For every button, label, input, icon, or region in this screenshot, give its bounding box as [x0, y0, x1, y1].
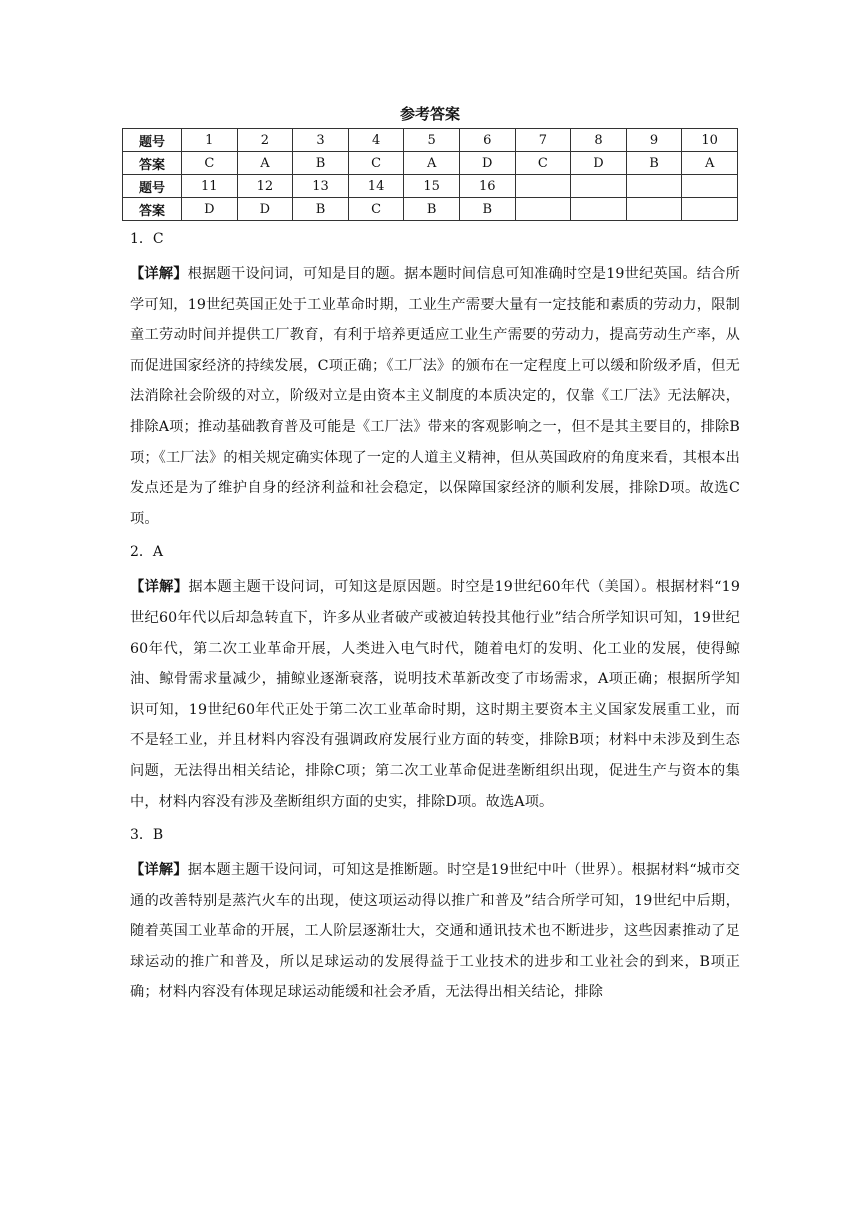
table-cell: 3 [293, 129, 349, 152]
question-explanation [130, 572, 740, 817]
answer-table [122, 128, 738, 221]
question-number: 2．A [130, 544, 164, 561]
detail-tag: 【详解】 [130, 862, 188, 879]
row-label: 答案 [123, 198, 182, 221]
table-cell: D [571, 152, 627, 175]
table-cell: D [459, 152, 515, 175]
table-cell: 6 [459, 129, 515, 152]
table-cell: D [182, 198, 238, 221]
table-row [123, 198, 738, 221]
table-cell: A [682, 152, 738, 175]
table-cell: 15 [404, 175, 460, 198]
table-cell [571, 198, 627, 221]
table-cell [515, 198, 571, 221]
table-cell: 9 [626, 129, 682, 152]
explanation-text: 根据题干设问词，可知是目的题。据本题时间信息可知准确时空是19世纪英国。结合所学可知，19世纪英国正处于工业革命时期，工业生产需要大量有一定技能和素质的劳动力，限制童工劳动时间并提供工厂教育，有利于培养更适应工业生产需要的劳动力，提高劳动生产率，从而促进国家经济的持续发展，C项正确；《工厂法》的颁布在一定程度上可以缓和阶级矛盾，但无法消除社会阶级的对立，阶级对立是由资本主义制度的本质决定的，仅靠《工厂法》无法解决，排除A项；推动基础教育普及可能是《工厂法》带来的客观影响之一，但不是其主要目的，排除B项；《工厂法》的相关规定确实体现了一定的人道主义精神，但从英国政府的角度来看，其根本出发点还是为了维护自身的经济利益和社会稳定，以保障国家经济的顺利发展，排除D项。故选C项。 [130, 266, 741, 527]
table-cell: B [293, 198, 349, 221]
table-cell: 5 [404, 129, 460, 152]
table-cell: 14 [348, 175, 404, 198]
table-cell [682, 198, 738, 221]
table-cell: 8 [571, 129, 627, 152]
table-cell: A [404, 152, 460, 175]
table-cell [682, 175, 738, 198]
table-cell: 2 [237, 129, 293, 152]
table-cell: A [237, 152, 293, 175]
table-cell: B [626, 152, 682, 175]
table-cell: B [293, 152, 349, 175]
table-cell [626, 175, 682, 198]
table-cell: 1 [182, 129, 238, 152]
question-number: 1．C [130, 231, 164, 247]
table-cell: 13 [293, 175, 349, 198]
table-cell [626, 198, 682, 221]
explanation-text: 据本题主题干设问词，可知这是原因题。时空是19世纪60年代（美国）。根据材料“19世纪60年代以后却急转直下，许多从业者破产或被迫转投其他行业”结合所学知识可知，19世纪60年代，第二次工业革命开展，人类进入电气时代，随着电灯的发明、化工业的发展，使得鲸油、鲸骨需求量减少，捕鲸业逐渐衰落，说明技术革新改变了市场需求，A项正确；根据所学知识可知，19世纪60年代正处于第二次工业革命时期，这时期主要资本主义国家发展重工业，而不是轻工业，并且材料内容没有强调政府发展行业方面的转变，排除B项；材料中未涉及到生态问题，无法得出相关结论，排除C项；第二次工业革命促进垄断组织出现，促进生产与资本的集中，材料内容没有涉及垄断组织方面的史实，排除D项。故选A项。 [130, 579, 741, 810]
table-cell: C [348, 152, 404, 175]
table-row [123, 175, 738, 198]
table-cell: 10 [682, 129, 738, 152]
question-explanation [130, 855, 740, 1008]
table-cell: C [515, 152, 571, 175]
row-label: 题号 [123, 175, 182, 198]
answer-explanations [130, 229, 740, 1016]
table-row [123, 129, 738, 152]
table-cell: C [348, 198, 404, 221]
table-cell: 7 [515, 129, 571, 152]
table-cell [515, 175, 571, 198]
table-cell: 11 [182, 175, 238, 198]
table-row [123, 152, 738, 175]
question-number: 3．B [130, 827, 164, 844]
table-cell: C [182, 152, 238, 175]
table-cell: B [459, 198, 515, 221]
table-cell: 16 [459, 175, 515, 198]
detail-tag: 【详解】 [130, 266, 188, 282]
table-cell: D [237, 198, 293, 221]
table-cell [571, 175, 627, 198]
row-label: 答案 [123, 152, 182, 175]
detail-tag: 【详解】 [130, 579, 189, 596]
table-cell: 12 [237, 175, 293, 198]
table-cell: B [404, 198, 460, 221]
explanation-text: 据本题主题干设问词，可知这是推断题。时空是19世纪中叶（世界）。根据材料“城市交通的改善特别是蒸汽火车的出现，使这项运动得以推广和普及”结合所学可知，19世纪中后期，随着英国工业革命的开展，工人阶层逐渐壮大，交通和通讯技术也不断进步，这些因素推动了足球运动的推广和普及，所以足球运动的发展得益于工业技术的进步和工业社会的到来，B项正确；材料内容没有体现足球运动能缓和社会矛盾，无法得出相关结论，排除 [130, 862, 740, 1001]
row-label: 题号 [123, 129, 182, 152]
page-title: 参考答案 [399, 105, 460, 123]
question-explanation [130, 259, 740, 534]
table-cell: 4 [348, 129, 404, 152]
